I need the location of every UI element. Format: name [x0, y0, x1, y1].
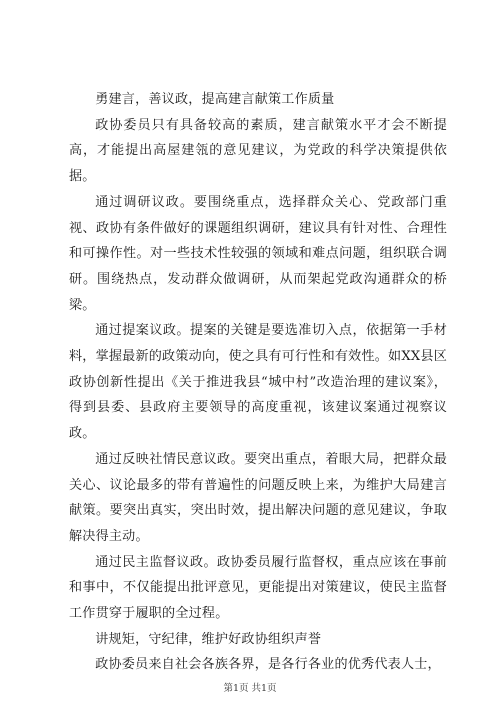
page-number-footer: 第1页 共1页	[223, 683, 277, 694]
section-heading: 勇建言，善议政，提高建言献策工作质量	[95, 92, 335, 107]
paragraph: 政协委员只有具备较高的素质，建言献策水平才会不断提高，才能提出高屋建瓴的意见建议，为党政的科学决策提供依据。	[69, 117, 447, 185]
paragraph: 政协委员来自社会各族各界，是各行各业的优秀代表人士，	[95, 657, 441, 673]
paragraph: 通过反映社情民意议政。要突出重点，着眼大局，把群众最关心、议论最多的带有普遍性的问题反映上来，为维护大局建言献策。要突出真实，突出时效，提出解决问题的意见建议，争取解决得主动。	[69, 451, 447, 544]
document-body	[69, 87, 447, 678]
section-heading: 讲规矩，守纪律，维护好政协组织声誉	[95, 631, 322, 647]
paragraph: 通过民主监督议政。政协委员履行监督权，重点应该在事前和事中，不仅能提出批评意见，更能提出对策建议，使民主监督工作贯穿于履职的全过程。	[69, 554, 447, 622]
paragraph: 通过调研议政。要围绕重点，选择群众关心、党政部门重视、政协有条件做好的课题组织调研，建议具有针对性、合理性和可操作性。对一些技术性较强的领域和难点问题，组织联合调研。围绕热点，发动群众做调研，从而架起党政沟通群众的桥梁。	[69, 194, 447, 313]
paragraph: 通过提案议政。提案的关键是要选准切入点，依据第一手材料，掌握最新的政策动向，使之具有可行性和有效性。如XX县区政协创新性提出《关于推进我县“城中村”改造治理的建议案》，得到县委、县政府主要领导的高度重视，该建议案通过视察议政。	[69, 323, 447, 442]
